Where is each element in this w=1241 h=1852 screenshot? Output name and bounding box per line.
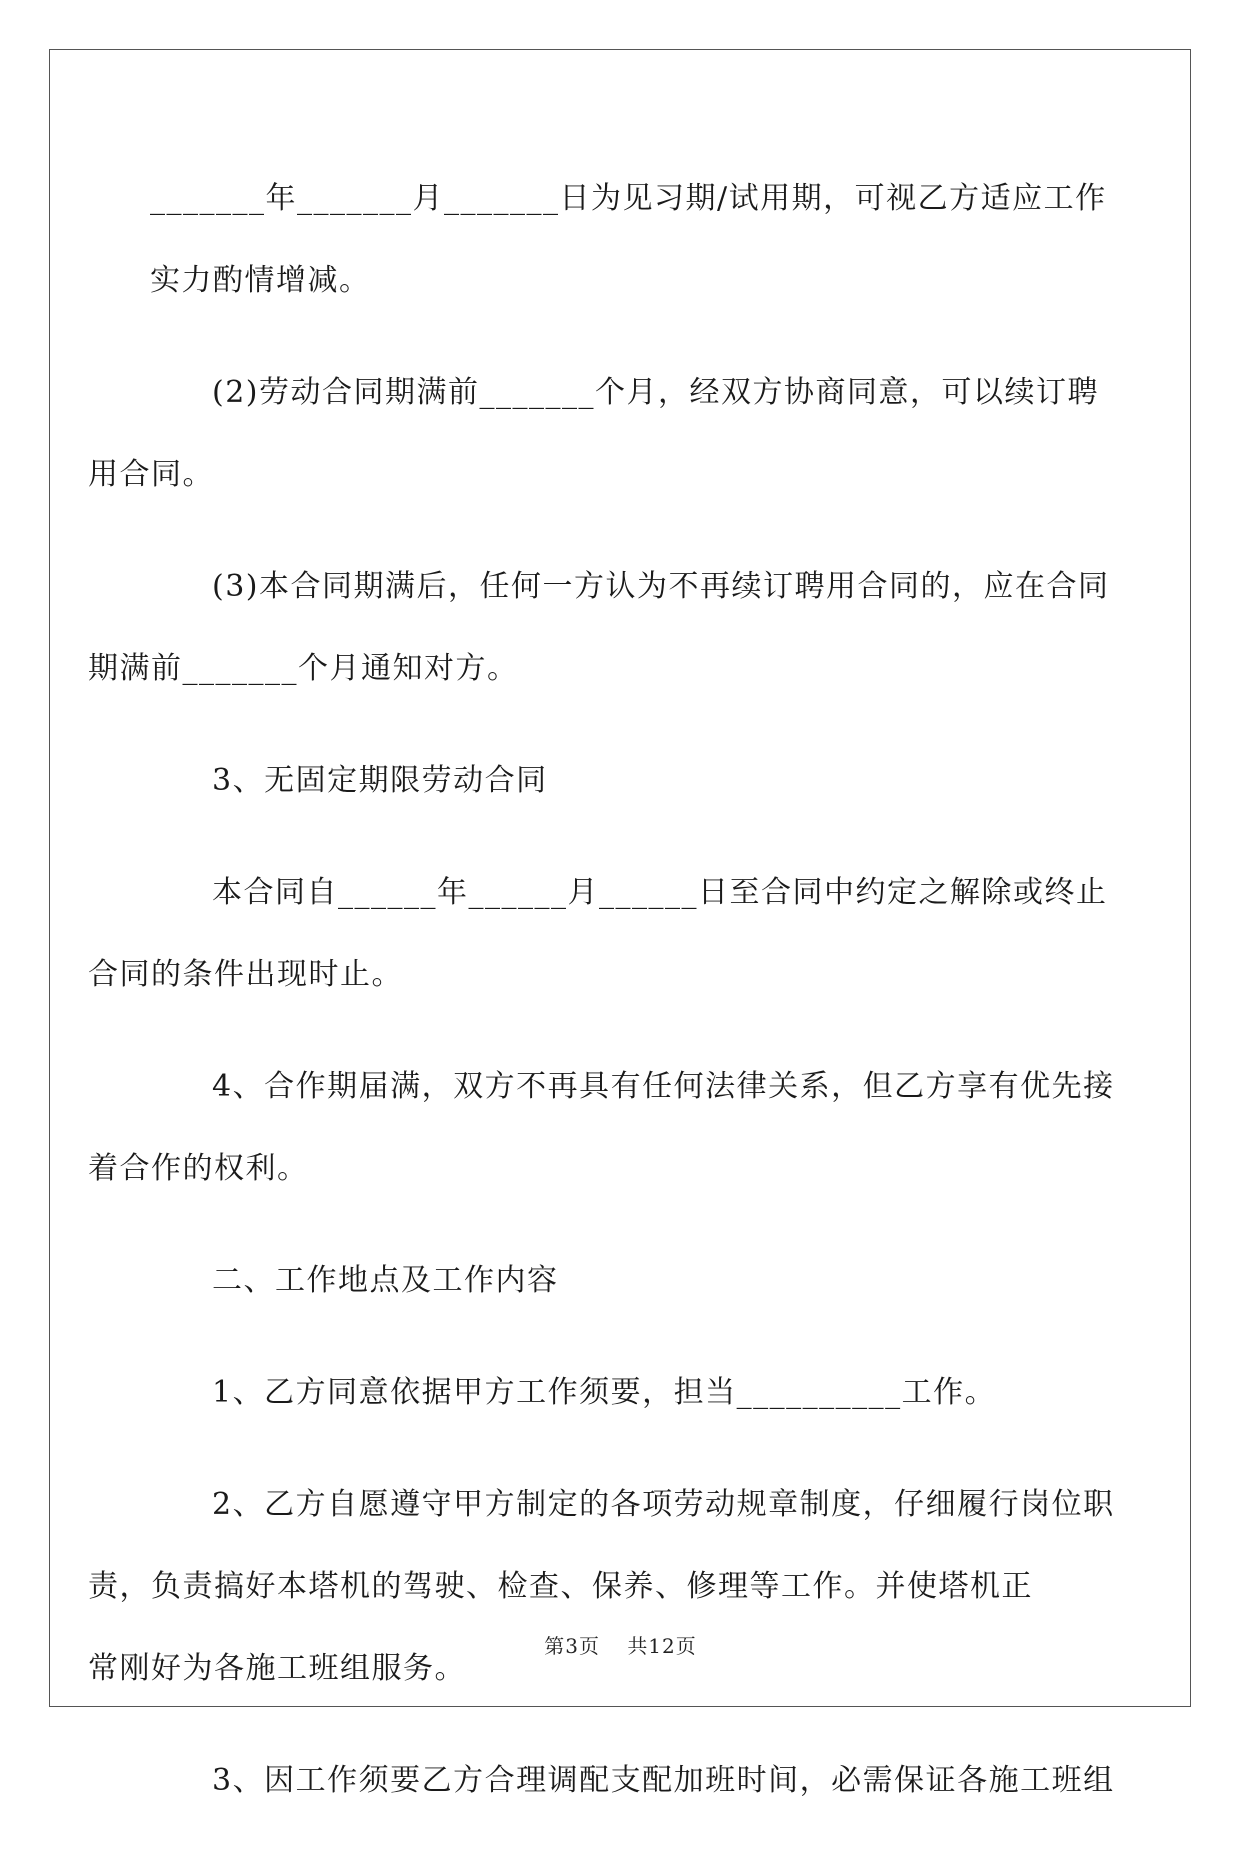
paragraph-contract-start: [88, 852, 1108, 1016]
text-line: (2)劳动合同期满前_______个月，经双方协商同意，可以续订聘: [212, 375, 1099, 410]
text-line: 责，负责搞好本塔机的驾驶、检查、保养、修理等工作。并使塔机正: [88, 1569, 1033, 1604]
text-line: 3、因工作须要乙方合理调配支配加班时间，必需保证各施工班组: [212, 1763, 1115, 1798]
page-footer: [0, 1630, 1241, 1659]
text-line: _______年_______月_______日为见习期/试用期，可视乙方适应工作: [150, 181, 1107, 216]
text-line: 着合作的权利。: [88, 1151, 309, 1186]
heading-work-location-content: [150, 1240, 1095, 1322]
text-line: 3、无固定期限劳动合同: [212, 763, 548, 798]
heading-open-ended-contract: [150, 740, 1095, 822]
paragraph-overtime: [150, 1740, 1115, 1822]
text-line: 期满前_______个月通知对方。: [88, 651, 519, 686]
paragraph-contract-expiry-notice: [88, 546, 1110, 710]
text-line: 实力酌情增减。: [150, 263, 371, 298]
text-line: 二、工作地点及工作内容: [212, 1263, 559, 1298]
text-line: 常刚好为各施工班组服务。: [88, 1651, 466, 1686]
text-line: 本合同自______年______月______日至合同中约定之解除或终止: [212, 875, 1108, 910]
paragraph-contract-renewal: [88, 352, 1099, 516]
text-line: 2、乙方自愿遵守甲方制定的各项劳动规章制度，仔细履行岗位职: [212, 1487, 1115, 1522]
document-body: [88, 158, 1115, 1852]
text-line: (3)本合同期满后，任何一方认为不再续订聘用合同的，应在合同: [212, 569, 1110, 604]
page-number: 第3页: [544, 1634, 600, 1658]
paragraph-probation-period: [150, 158, 1107, 322]
text-line: 用合同。: [88, 457, 214, 492]
paragraph-job-assignment: [150, 1352, 1095, 1434]
text-line: 合同的条件出现时止。: [88, 957, 403, 992]
total-pages: 共12页: [627, 1634, 697, 1658]
text-line: 4、合作期届满，双方不再具有任何法律关系，但乙方享有优先接: [212, 1069, 1115, 1104]
paragraph-job-duties: [88, 1464, 1115, 1710]
text-line: 1、乙方同意依据甲方工作须要，担当__________工作。: [212, 1375, 997, 1410]
paragraph-cooperation-expiry: [88, 1046, 1115, 1210]
